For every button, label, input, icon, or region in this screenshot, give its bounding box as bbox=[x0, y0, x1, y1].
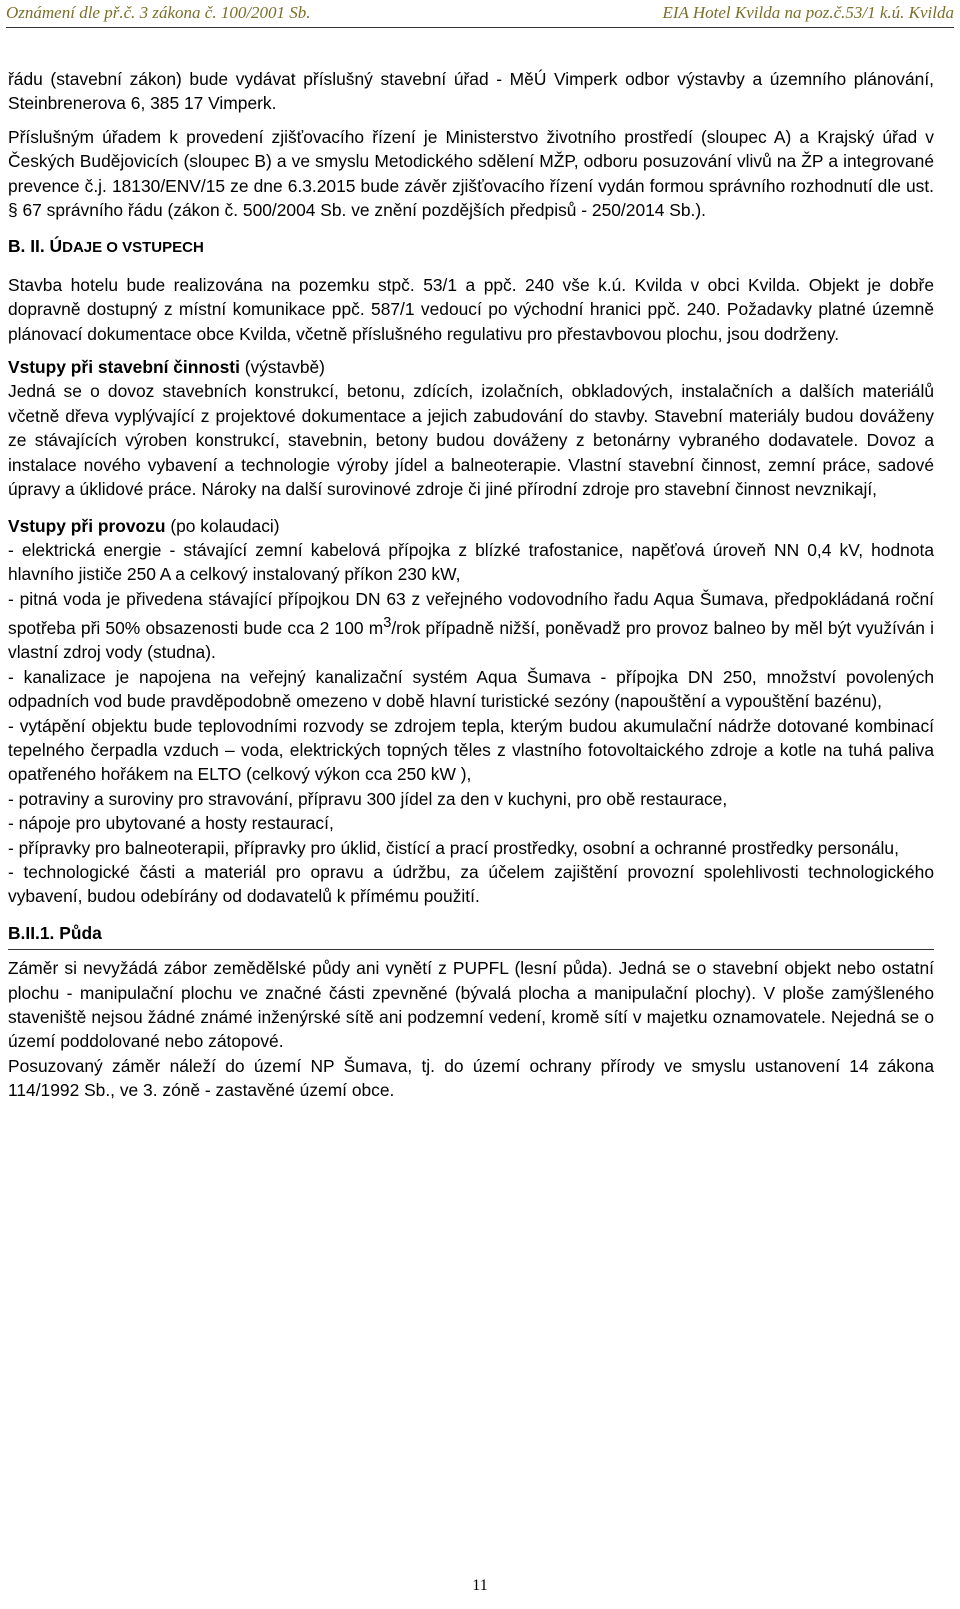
paragraph-site: Stavba hotelu bude realizována na pozemku stpč. 53/1 a ppč. 240 vše k.ú. Kvilda v obci Kvilda. Objekt je dobře dopravně dostupný z místní komunikace ppč. 587/1 vedoucí po východní hranici ppč. 240. Požadavky platné územně plánovací dokumentace obce Kvilda, včetně příslušného regulativu pro přestavbovou plochu, jsou dodrženy. bbox=[8, 274, 934, 344]
paragraph-intro: řádu (stavební zákon) bude vydávat příslušný stavební úřad - MěÚ Vimperk odbor výstavby a územního plánování, Steinbrenerova 6, 385 17 Vimperk. bbox=[8, 69, 934, 114]
list-item-cleaning: - přípravky pro balneoterapii, přípravky pro úklid, čistící a prací prostředky, osobní a ochranné prostředky personálu, bbox=[8, 837, 899, 858]
list-item-drinks: - nápoje pro ubytované a hosty restaurací, bbox=[8, 813, 334, 834]
list-item-water-text-b: /rok případně nižší, poněvadž pro provoz balneo by měl být využíván i vlastní zdroj vody (studna). bbox=[8, 617, 934, 663]
page-header bbox=[0, 0, 960, 34]
operation-heading-bold: Vstupy při provozu bbox=[8, 515, 166, 536]
list-item-water-text-a: - pitná voda je přivedena stávající přípojkou DN 63 z veřejného vodovodního řadu Aqua Šumava, předpokládaná roční spotřeba při 50% obsazenosti bude cca 2 100 m bbox=[8, 588, 934, 638]
list-item-heating: - vytápění objektu bude teplovodními rozvody se zdrojem tepla, kterým budou akumulační nádrže dotované kombinací tepelného čerpadla vzduch – voda, elektrických topných těles z vlastního fotovoltaického zdroje a kotle na tuhá paliva opatřeného hořákem na ELTO (celkový výkon cca 250 kW ), bbox=[8, 715, 934, 785]
list-item-tech: - technologické části a materiál pro opravu a údržbu, za účelem zajištění provozní spolehlivosti technologického vybavení, budou odebírány od dodavatelů k přímému použití. bbox=[8, 861, 934, 907]
operation-heading bbox=[8, 514, 934, 538]
section-heading-rest: DAJE O VSTUPECH bbox=[62, 239, 204, 257]
page-number: 11 bbox=[472, 1577, 488, 1594]
paragraph-construction: Jedná se o dovoz stavebních konstrukcí, betonu, zdících, izolačních, obkladových, instalačních a dalších materiálů včetně dřeva vyplývající z projektové dokumentace a jejich zabudování do stavby. Stavební materiály budou dováženy ze stávajících výroben konstrukcí, stavebnin, betony budou dováženy z betonárny vybraného dodavatele. Dovoz a instalace nového vybavení a technologie výroby jídel a balneoterapie. Vlastní stavební činnost, zemní práce, sadové úpravy a úklidové práce. Nároky na další surovinové zdroje či jiné přírodní zdroje pro stavební činnost nevznikají, bbox=[8, 381, 934, 500]
section-heading-prefix: B. II. Ú bbox=[8, 236, 63, 257]
operation-heading-note: (po kolaudaci) bbox=[165, 515, 280, 536]
superscript-cubic: 3 bbox=[383, 615, 392, 632]
header-rule bbox=[6, 27, 954, 28]
construction-heading bbox=[8, 355, 934, 379]
list-item-power: - elektrická energie - stávající zemní kabelová přípojka z blízké trafostanice, napěťová úroveň NN 0,4 kV, hodnota hlavního jističe 250 A a celkový instalovaný příkon 230 kW, bbox=[8, 539, 934, 585]
list-item-water bbox=[8, 587, 934, 665]
construction-heading-note: (výstavbě) bbox=[239, 357, 325, 378]
header-document-title: Oznámení dle př.č. 3 zákona č. 100/2001 Sb. bbox=[6, 3, 311, 22]
page-content bbox=[8, 67, 934, 1103]
paragraph-soil-1: Záměr si nevyžádá zábor zemědělské půdy ani vynětí z PUPFL (lesní půda). Jedná se o stavební objekt nebo ostatní plochu - manipulační plochu ve značné části zpevněné (bývalá plocha a manipulační plochy). V ploše zamýšleného staveniště nejsou žádné známé inženýrské sítě ani podzemní vedení, kromě sítí v majetku oznamovatele. Nejedná se o území poddolované nebo zátopové. bbox=[8, 958, 934, 1052]
list-item-food: - potraviny a suroviny pro stravování, přípravu 300 jídel za den v kuchyni, pro obě restaurace, bbox=[8, 788, 728, 809]
list-item-sewer: - kanalizace je napojena na veřejný kanalizační systém Aqua Šumava - přípojka DN 250, množství povolených odpadních vod bude pravděpodobně omezeno v době hlavní turistické sezóny (napouštění a vypouštění bazénu), bbox=[8, 666, 934, 712]
construction-heading-bold: Vstupy při stavební činnosti bbox=[8, 357, 240, 378]
section-heading-inputs bbox=[8, 234, 934, 260]
soil-heading-rule bbox=[8, 949, 934, 950]
paragraph-authority: Příslušným úřadem k provedení zjišťovacího řízení je Ministerstvo životního prostředí (sloupec A) a Krajský úřad v Českých Budějovicích (sloupec B) a ve smyslu Metodického sdělení MŽP, odboru posuzování vlivů na ŽP a integrované prevence č.j. 18130/ENV/15 ze dne 6.3.2015 bude závěr zjišťovacího řízení vydán formou správního rozhodnutí dle ust. § 67 správního řádu (zákon č. 500/2004 Sb. ve znění pozdějších předpisů - 250/2014 Sb.). bbox=[8, 126, 934, 221]
soil-heading: B.II.1. Půda bbox=[8, 922, 102, 943]
header-project-title: EIA Hotel Kvilda na poz.č.53/1 k.ú. Kvilda bbox=[662, 3, 954, 22]
paragraph-soil-2: Posuzovaný záměr náleží do území NP Šumava, tj. do území ochrany přírody ve smyslu ustanovení 14 zákona 114/1992 Sb., ve 3. zóně - zastavěné území obce. bbox=[8, 1055, 934, 1101]
